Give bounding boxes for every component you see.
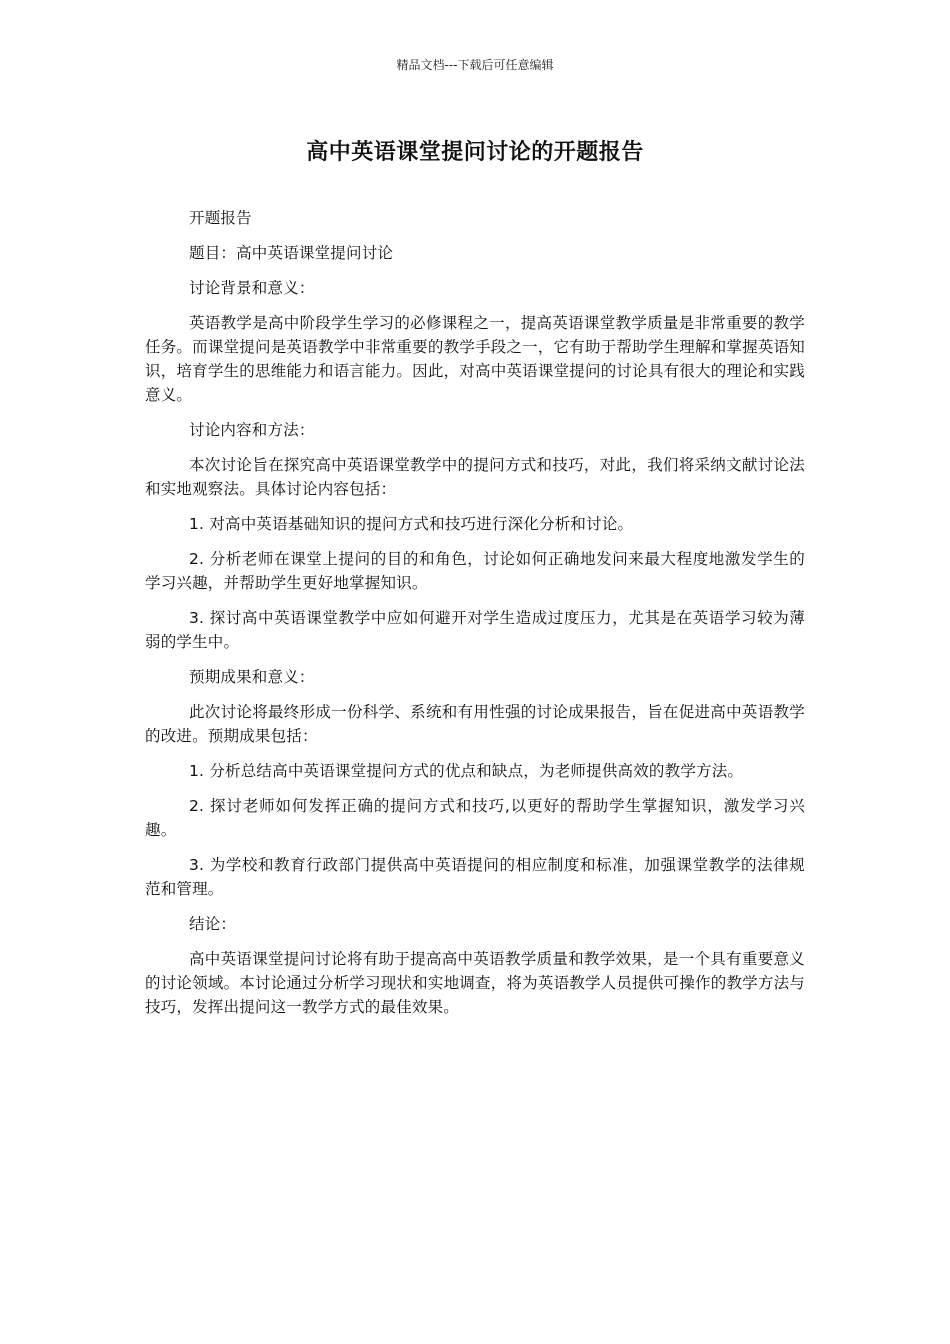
document-title: 高中英语课堂提问讨论的开题报告 [306,140,644,165]
paragraph-conclusion: 高中英语课堂提问讨论将有助于提高高中英语教学质量和教学效果，是一个具有重要意义的讨论领域。本讨论通过分析学习现状和实地调查，将为英语教学人员提供可操作的教学方法与技巧，发挥出提问这一教学方式的最佳效果。 [145,950,805,1016]
paragraph-content-method: 本次讨论旨在探究高中英语课堂教学中的提问方式和技巧，对此，我们将采纳文献讨论法和实地观察法。具体讨论内容包括： [145,456,805,498]
paragraph-report-label: 开题报告 [189,209,252,227]
paragraph-expected-results: 此次讨论将最终形成一份科学、系统和有用性强的讨论成果报告，旨在促进高中英语教学的改进。预期成果包括： [145,703,805,745]
page-header-watermark: 精品文档---下载后可任意编辑 [396,58,554,72]
section-heading-background: 讨论背景和意义： [189,279,315,297]
document-body [145,206,805,1030]
section-heading-expected-results: 预期成果和意义： [189,668,315,686]
list-item-result-1: 1. 分析总结高中英语课堂提问方式的优点和缺点，为老师提供高效的教学方法。 [189,762,744,780]
list-item-content-1: 1. 对高中英语基础知识的提问方式和技巧进行深化分析和讨论。 [189,515,634,533]
paragraph-topic: 题目：高中英语课堂提问讨论 [189,244,394,262]
list-item-content-2: 2. 分析老师在课堂上提问的目的和角色，讨论如何正确地发问来最大程度地激发学生的学习兴趣，并帮助学生更好地掌握知识。 [145,550,805,592]
section-heading-conclusion: 结论： [189,915,237,933]
list-item-result-2: 2. 探讨老师如何发挥正确的提问方式和技巧,以更好的帮助学生掌握知识，激发学习兴趣。 [145,797,805,839]
list-item-result-3: 3. 为学校和教育行政部门提供高中英语提问的相应制度和标准，加强课堂教学的法律规范和管理。 [145,856,805,898]
section-heading-content-method: 讨论内容和方法： [189,421,315,439]
paragraph-background: 英语教学是高中阶段学生学习的必修课程之一，提高英语课堂教学质量是非常重要的教学任务。而课堂提问是英语教学中非常重要的教学手段之一，它有助于帮助学生理解和掌握英语知识，培育学生的思维能力和语言能力。因此，对高中英语课堂提问的讨论具有很大的理论和实践意义。 [145,314,805,404]
list-item-content-3: 3. 探讨高中英语课堂教学中应如何避开对学生造成过度压力，尤其是在英语学习较为薄弱的学生中。 [145,609,805,651]
